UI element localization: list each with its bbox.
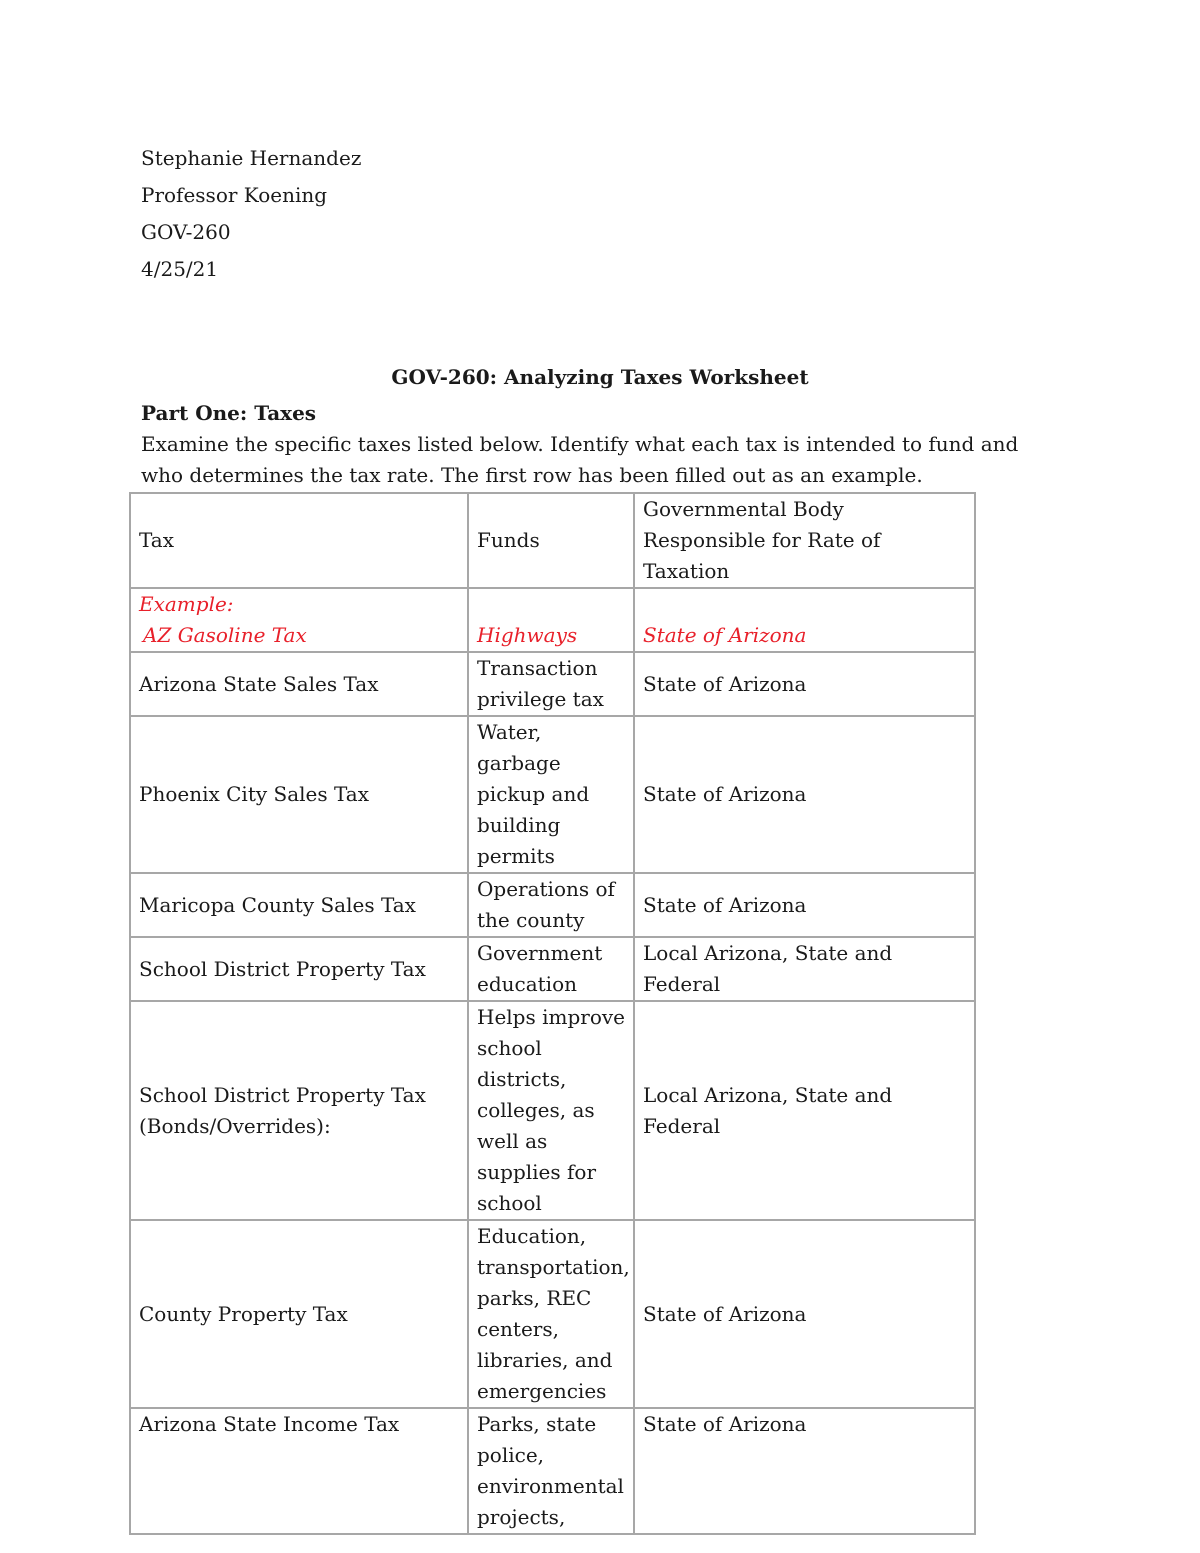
tax-cell: Phoenix City Sales Tax <box>130 716 468 873</box>
header-government: Governmental Body Responsible for Rate of Taxation <box>634 493 975 588</box>
header-funds: Funds <box>468 493 634 588</box>
tax-cell: County Property Tax <box>130 1220 468 1408</box>
government-cell: State of Arizona <box>634 716 975 873</box>
tax-cell: School District Property Tax <box>130 937 468 1001</box>
table-row <box>130 1220 975 1408</box>
professor-name: Professor Koening <box>141 183 328 207</box>
tax-cell: Maricopa County Sales Tax <box>130 873 468 937</box>
table-row <box>130 1408 975 1534</box>
table-row <box>130 937 975 1001</box>
example-funds: Highways <box>468 588 634 652</box>
table-row <box>130 1001 975 1220</box>
example-tax-cell <box>130 588 468 652</box>
government-cell: State of Arizona <box>634 1220 975 1408</box>
instructions-text: Examine the specific taxes listed below. Identify what each tax is intended to fund and who determines the tax rate. The first row has been filled out as an example. <box>141 432 1019 487</box>
example-label: Example: <box>139 592 234 616</box>
tax-cell: School District Property Tax (Bonds/Overrides): <box>130 1001 468 1220</box>
header-tax: Tax <box>130 493 468 588</box>
funds-cell: Transaction privilege tax <box>468 652 634 716</box>
part-title: Part One: Taxes <box>141 401 317 425</box>
student-name: Stephanie Hernandez <box>141 146 362 170</box>
document-title: GOV-260: Analyzing Taxes Worksheet <box>391 365 809 389</box>
example-tax: AZ Gasoline Tax <box>143 623 307 647</box>
table-row <box>130 873 975 937</box>
example-government: State of Arizona <box>634 588 975 652</box>
table-row-example <box>130 588 975 652</box>
government-cell: Local Arizona, State and Federal <box>634 937 975 1001</box>
government-cell: State of Arizona <box>634 1408 975 1534</box>
funds-cell: Operations of the county <box>468 873 634 937</box>
table-row <box>130 652 975 716</box>
government-cell: State of Arizona <box>634 652 975 716</box>
tax-table <box>129 492 976 1535</box>
funds-cell: Helps improve school districts, colleges, as well as supplies for school <box>468 1001 634 1220</box>
table-row <box>130 716 975 873</box>
government-cell: Local Arizona, State and Federal <box>634 1001 975 1220</box>
tax-cell: Arizona State Sales Tax <box>130 652 468 716</box>
tax-cell: Arizona State Income Tax <box>130 1408 468 1534</box>
funds-cell: Water, garbage pickup and building permits <box>468 716 634 873</box>
header-block <box>141 140 361 288</box>
government-cell: State of Arizona <box>634 873 975 937</box>
table-header-row <box>130 493 975 588</box>
funds-cell: Education, transportation, parks, REC centers, libraries, and emergencies <box>468 1220 634 1408</box>
course-code: GOV-260 <box>141 220 231 244</box>
funds-cell: Government education <box>468 937 634 1001</box>
funds-cell: Parks, state police, environmental projects, <box>468 1408 634 1534</box>
submission-date: 4/25/21 <box>141 257 219 281</box>
